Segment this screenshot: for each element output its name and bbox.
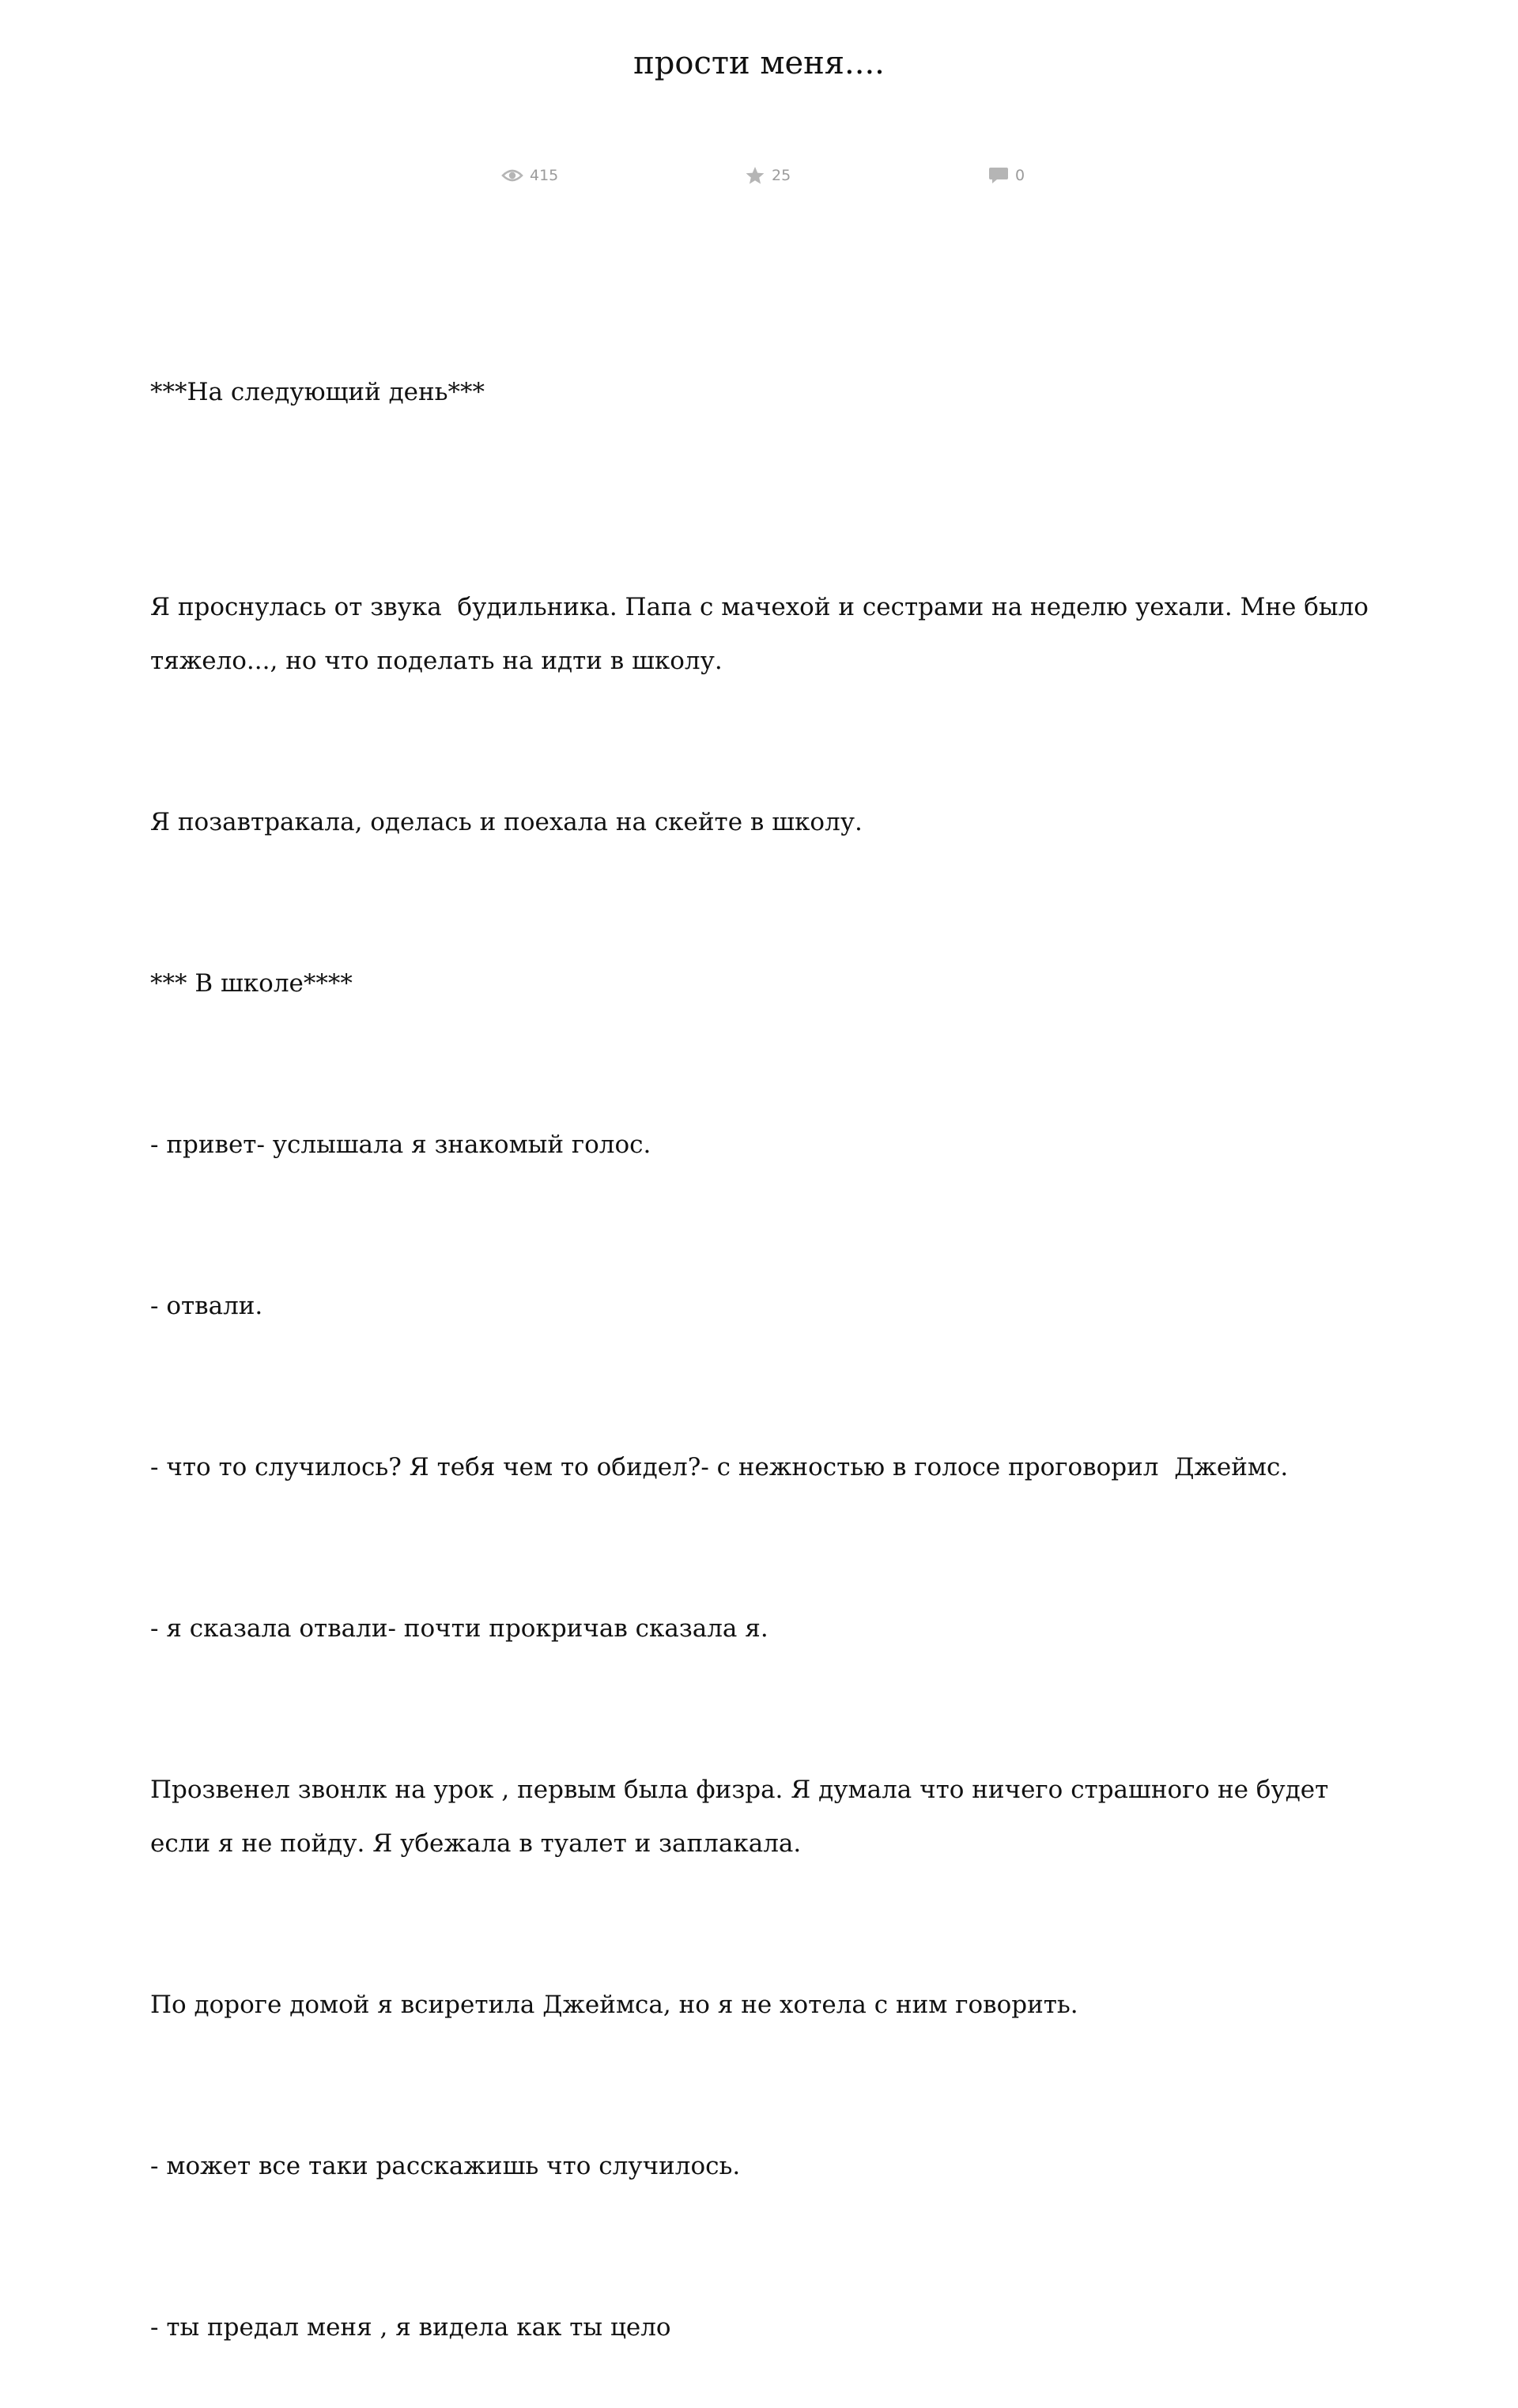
views-counter [501, 161, 558, 190]
comment-icon [988, 166, 1009, 185]
story-paragraph: ***На следующий день*** [150, 378, 485, 406]
story-paragraph: Прозвенел звонлк на урок , первым была физра. Я думала что ничего страшного не будет если я не пойду. Я убежала в туалет и заплакала. [150, 1776, 1337, 1858]
views-count: 415 [530, 167, 559, 184]
story-stats [0, 161, 1518, 190]
eye-icon [501, 168, 523, 183]
story-paragraph: *** В школе**** [150, 969, 353, 998]
story-paragraph: Я позавтракала, оделась и поехала на скейте в школу. [150, 808, 863, 836]
story-content [150, 258, 1384, 2408]
story-paragraph: - что то случилось? Я тебя чем то обидел?- с нежностью в голосе проговорил Джеймс. [150, 1453, 1289, 1481]
story-paragraph: - я сказала отвали- почти прокричав сказала я. [150, 1614, 768, 1643]
story-paragraph: - отвали. [150, 1292, 263, 1320]
story-paragraph: - привет- услышала я знакомый голос. [150, 1130, 651, 1159]
story-paragraph: По дороге домой я всиретила Джеймса, но я не хотела с ним говорить. [150, 1991, 1078, 2019]
story-paragraph: - ты предал меня , я видела как ты цело [150, 2313, 671, 2342]
story-title: прости меня.... [633, 45, 885, 81]
likes-counter[interactable] [745, 161, 791, 190]
comments-counter[interactable] [988, 161, 1025, 190]
story-paragraph: Я проснулась от звука будильника. Папа с мачехой и сестрами на неделю уехали. Мне было тяжело..., но что поделать на идти в школу. [150, 593, 1376, 675]
likes-count: 25 [772, 167, 791, 184]
story-paragraph: - может все таки расскажишь что случилось. [150, 2152, 741, 2180]
star-icon [745, 166, 765, 185]
comments-count: 0 [1015, 167, 1025, 184]
